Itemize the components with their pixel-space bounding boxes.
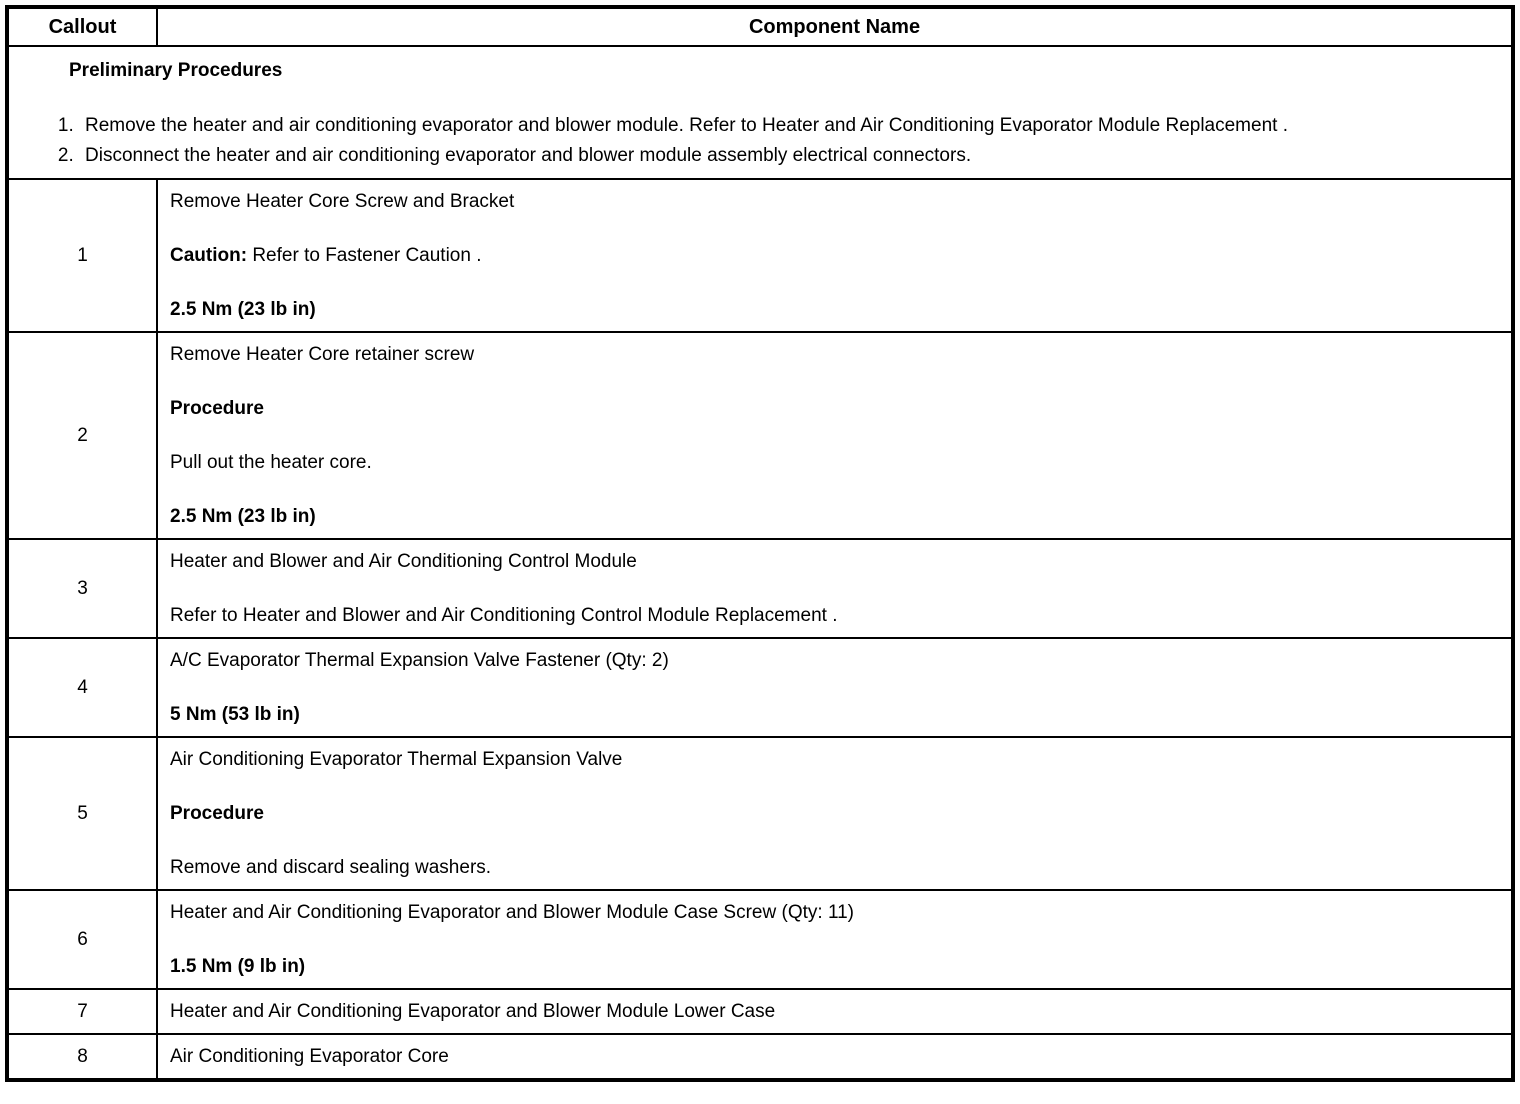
callout-column-header: Callout [7, 7, 157, 46]
component-table [5, 5, 1515, 1082]
preliminary-step: 2. Disconnect the heater and air conditioning evaporator and blower module assembly electrical connectors. [79, 142, 1499, 170]
table-header-row [7, 7, 1513, 46]
component-description-cell [157, 332, 1513, 539]
callout-number: 5 [7, 737, 157, 890]
callout-number: 7 [7, 989, 157, 1034]
preliminary-procedures-row [7, 46, 1513, 179]
component-row [7, 737, 1513, 890]
description-text-bold: Procedure [170, 803, 264, 824]
description-line [170, 1043, 1499, 1070]
description-text-bold: 2.5 Nm (23 lb in) [170, 299, 316, 320]
component-row [7, 332, 1513, 539]
description-line [170, 188, 1499, 215]
description-line [170, 998, 1499, 1025]
description-text: Air Conditioning Evaporator Thermal Expansion Valve [170, 749, 623, 770]
component-row [7, 890, 1513, 989]
description-line [170, 899, 1499, 926]
component-row [7, 539, 1513, 638]
callout-number: 3 [7, 539, 157, 638]
description-text-bold: Procedure [170, 398, 264, 419]
component-description-cell [157, 737, 1513, 890]
component-row [7, 1034, 1513, 1080]
callout-number: 4 [7, 638, 157, 737]
component-description-cell [157, 890, 1513, 989]
component-description-cell [157, 989, 1513, 1034]
callout-number: 2 [7, 332, 157, 539]
description-line [170, 242, 1499, 269]
description-text-bold: Caution: [170, 245, 248, 266]
description-line [170, 503, 1499, 530]
preliminary-procedures-title: Preliminary Procedures [69, 60, 283, 81]
description-text: Heater and Blower and Air Conditioning Control Module [170, 551, 637, 572]
callout-number: 8 [7, 1034, 157, 1080]
preliminary-step: 1. Remove the heater and air conditioning evaporator and blower module. Refer to Heater and Air Conditioning Evaporator Module Replacement . [79, 112, 1499, 140]
description-line [170, 854, 1499, 881]
preliminary-procedures-cell [7, 46, 1513, 179]
description-line [170, 341, 1499, 368]
description-line [170, 449, 1499, 476]
description-text: A/C Evaporator Thermal Expansion Valve Fastener (Qty: 2) [170, 650, 669, 671]
component-row [7, 179, 1513, 332]
description-line [170, 296, 1499, 323]
description-text: Heater and Air Conditioning Evaporator and Blower Module Case Screw (Qty: 11) [170, 902, 854, 923]
description-line [170, 701, 1499, 728]
description-text-bold: 5 Nm (53 lb in) [170, 704, 300, 725]
component-row [7, 989, 1513, 1034]
callout-number: 1 [7, 179, 157, 332]
description-text: Remove Heater Core Screw and Bracket [170, 191, 515, 212]
component-description-cell [157, 179, 1513, 332]
description-text: Pull out the heater core. [170, 452, 372, 473]
description-line [170, 602, 1499, 629]
preliminary-steps-list [21, 112, 1499, 170]
description-text: Refer to Fastener Caution . [247, 245, 482, 266]
description-text: Refer to Heater and Blower and Air Conditioning Control Module Replacement . [170, 605, 838, 626]
description-text: Remove and discard sealing washers. [170, 857, 492, 878]
description-line [170, 800, 1499, 827]
description-text: Air Conditioning Evaporator Core [170, 1046, 449, 1067]
description-line [170, 746, 1499, 773]
description-text-bold: 1.5 Nm (9 lb in) [170, 956, 306, 977]
callout-number: 6 [7, 890, 157, 989]
description-text: Heater and Air Conditioning Evaporator and Blower Module Lower Case [170, 1001, 776, 1022]
component-description-cell [157, 1034, 1513, 1080]
description-text-bold: 2.5 Nm (23 lb in) [170, 506, 316, 527]
description-text: Remove Heater Core retainer screw [170, 344, 475, 365]
component-name-column-header: Component Name [157, 7, 1513, 46]
component-description-cell [157, 539, 1513, 638]
component-description-cell [157, 638, 1513, 737]
description-line [170, 953, 1499, 980]
description-line [170, 395, 1499, 422]
component-row [7, 638, 1513, 737]
description-line [170, 647, 1499, 674]
description-line [170, 548, 1499, 575]
